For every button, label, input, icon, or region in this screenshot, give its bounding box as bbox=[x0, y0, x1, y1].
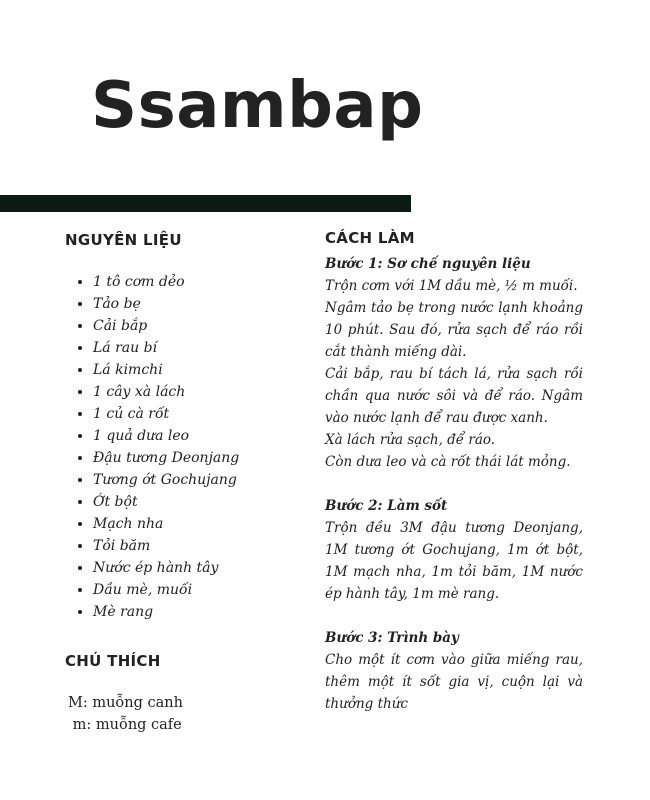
ingredient-item: • 1 cây xà lách bbox=[93, 381, 239, 403]
ingredient-item: • Tương ớt Gochujang bbox=[93, 469, 239, 491]
ingredient-item: • Mạch nha bbox=[93, 513, 239, 535]
ingredient-item: • Ớt bột bbox=[93, 491, 239, 513]
ingredients-list bbox=[73, 271, 239, 623]
step-paragraph: Trộn đều 3M đậu tương Deonjang, 1M tương ớt Gochujang, 1m ớt bột, 1M mạch nha, 1m tỏi băm, 1M nước ép hành tây, 1m mè rang. bbox=[325, 520, 583, 602]
ingredient-item: • 1 củ cà rốt bbox=[93, 403, 239, 425]
step-paragraph: Ngâm tảo bẹ trong nước lạnh khoảng 10 phút. Sau đó, rửa sạch để ráo rồi cắt thành miếng dài. bbox=[325, 300, 583, 360]
step-1 bbox=[325, 253, 583, 473]
ingredient-item: • Mè rang bbox=[93, 601, 239, 623]
recipe-title: Ssambap bbox=[91, 69, 424, 143]
step-title: Bước 3: Trình bày bbox=[325, 630, 459, 646]
step-paragraph: Cho một ít cơm vào giữa miếng rau, thêm một ít sốt gia vị, cuộn lại và thưởng thức bbox=[325, 652, 583, 712]
note-line: M: muỗng canh bbox=[68, 695, 183, 711]
step-2 bbox=[325, 495, 583, 605]
step-spacer bbox=[325, 473, 583, 495]
method-heading: CÁCH LÀM bbox=[325, 229, 415, 247]
step-body bbox=[325, 517, 583, 605]
step-paragraph: Xà lách rửa sạch, để ráo. bbox=[325, 432, 496, 448]
step-body bbox=[325, 275, 583, 473]
ingredient-item: • Cải bắp bbox=[93, 315, 239, 337]
title-underline-bar bbox=[0, 195, 411, 212]
method-steps bbox=[325, 253, 583, 715]
notes-list bbox=[68, 692, 183, 736]
step-paragraph: Còn dưa leo và cà rốt thái lát mỏng. bbox=[325, 454, 571, 470]
ingredient-item: • Đậu tương Deonjang bbox=[93, 447, 239, 469]
step-spacer bbox=[325, 605, 583, 627]
ingredient-item: • 1 quả dưa leo bbox=[93, 425, 239, 447]
ingredient-item: • Lá rau bí bbox=[93, 337, 239, 359]
ingredient-item: • Lá kimchi bbox=[93, 359, 239, 381]
step-paragraph: Trộn cơm với 1M dầu mè, ½ m muối. bbox=[325, 278, 578, 294]
ingredient-item: • Nước ép hành tây bbox=[93, 557, 239, 579]
notes-heading: CHÚ THÍCH bbox=[65, 652, 161, 670]
ingredient-item: • Dầu mè, muối bbox=[93, 579, 239, 601]
note-line: m: muỗng cafe bbox=[68, 717, 182, 733]
step-paragraph: Cải bắp, rau bí tách lá, rửa sạch rồi chần qua nước sôi và để ráo. Ngâm vào nước lạnh để rau được xanh. bbox=[325, 366, 583, 426]
ingredients-heading: NGUYÊN LIỆU bbox=[65, 231, 182, 249]
step-title: Bước 2: Làm sốt bbox=[325, 498, 448, 514]
ingredient-item: • Tỏi băm bbox=[93, 535, 239, 557]
step-body bbox=[325, 649, 583, 715]
step-title: Bước 1: Sơ chế nguyên liệu bbox=[325, 256, 531, 272]
step-3 bbox=[325, 627, 583, 715]
ingredient-item: • 1 tô cơm dẻo bbox=[93, 271, 239, 293]
ingredient-item: • Tảo bẹ bbox=[93, 293, 239, 315]
